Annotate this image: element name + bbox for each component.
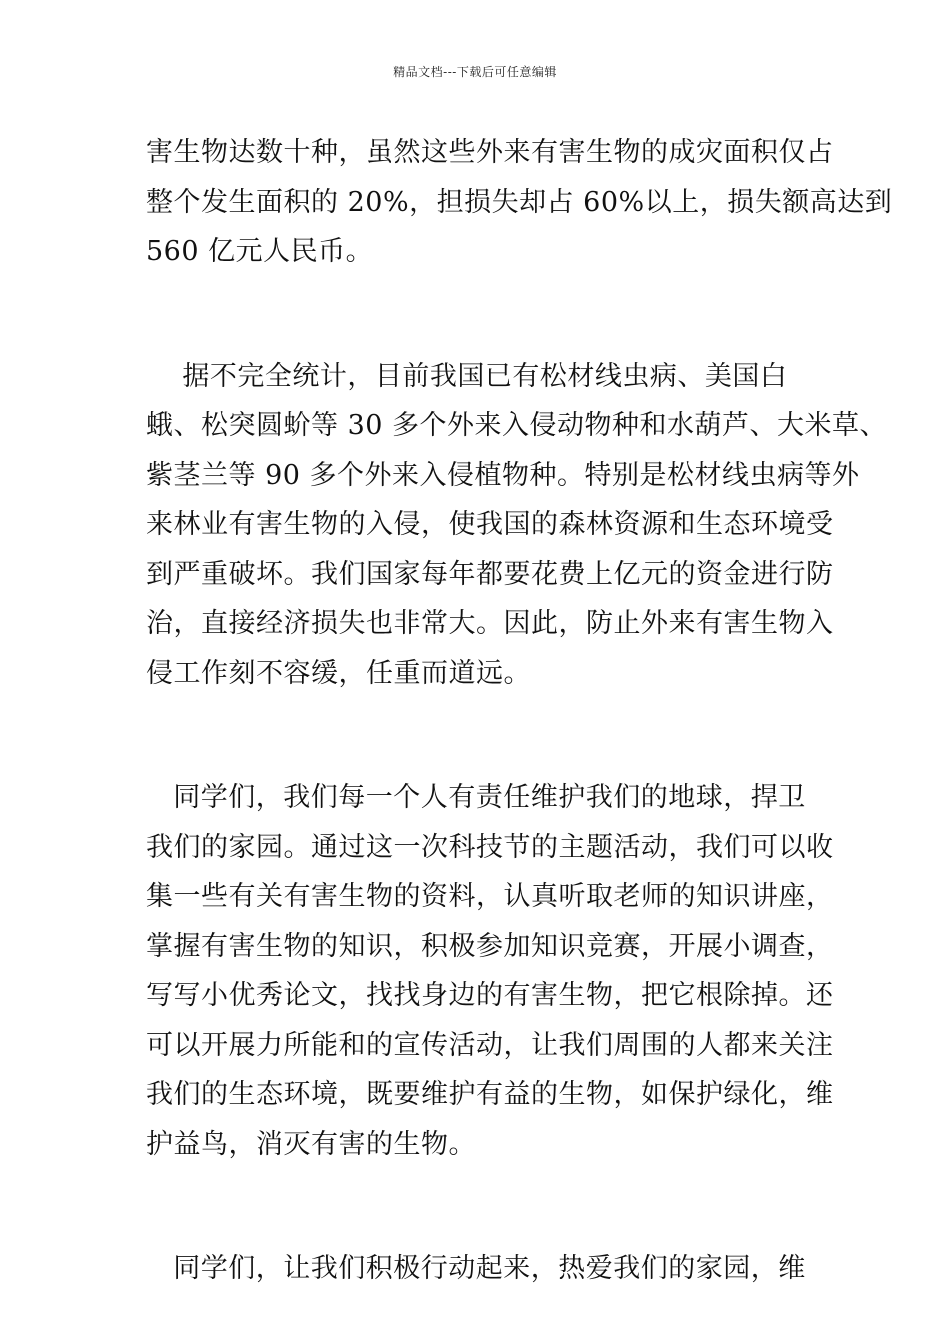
paragraph-spacer (146, 1169, 811, 1244)
paragraph-2 (146, 352, 888, 699)
text-line: 来林业有害生物的入侵，使我国的森林资源和生态环境受 (146, 509, 834, 540)
document-body (146, 128, 893, 1294)
text-line: 紫茎兰等 90 多个外来入侵植物种。特别是松材线虫病等外 (146, 459, 860, 491)
text-line: 整个发生面积的 20%，担损失却占 60%以上，损失额高达到 (146, 186, 893, 218)
page-header: 精品文档---下载后可任意编辑 (393, 65, 557, 79)
text-line: 害生物达数十种，虽然这些外来有害生物的成灾面积仅占 (146, 137, 834, 168)
text-line: 我们的生态环境，既要维护有益的生物，如保护绿化，维 (146, 1079, 834, 1110)
paragraph-4 (146, 1244, 811, 1294)
text-line: 560 亿元人民币。 (146, 236, 374, 267)
text-line: 我们的家园。通过这一次科技节的主题活动，我们可以收 (146, 831, 834, 863)
text-line: 同学们，让我们积极行动起来，热爱我们的家园，维 (146, 1253, 806, 1284)
text-line: 蛾、松突圆蚧等 30 多个外来入侵动物种和水葫芦、大米草、 (146, 410, 888, 441)
text-line: 到严重破坏。我们国家每年都要花费上亿元的资金进行防 (146, 558, 834, 590)
paragraph-spacer (146, 698, 811, 773)
text-line: 同学们，我们每一个人有责任维护我们的地球，捍卫 (146, 782, 806, 813)
text-line: 治，直接经济损失也非常大。因此，防止外来有害生物入 (146, 608, 834, 639)
text-line: 集一些有关有害生物的资料，认真听取老师的知识讲座， (146, 881, 834, 912)
paragraph-spacer (146, 277, 811, 352)
text-line: 掌握有害生物的知识，积极参加知识竞赛，开展小调查， (146, 930, 834, 962)
text-line: 侵工作刻不容缓，任重而道远。 (146, 657, 531, 689)
text-line: 护益鸟，消灭有害的生物。 (146, 1128, 476, 1160)
text-line: 据不完全统计，目前我国已有松材线虫病、美国白 (146, 360, 788, 392)
paragraph-1 (146, 128, 893, 277)
paragraph-3 (146, 773, 834, 1169)
text-line: 写写小优秀论文，找找身边的有害生物，把它根除掉。还 (146, 980, 834, 1011)
text-line: 可以开展力所能和的宣传活动，让我们周围的人都来关注 (146, 1029, 834, 1061)
